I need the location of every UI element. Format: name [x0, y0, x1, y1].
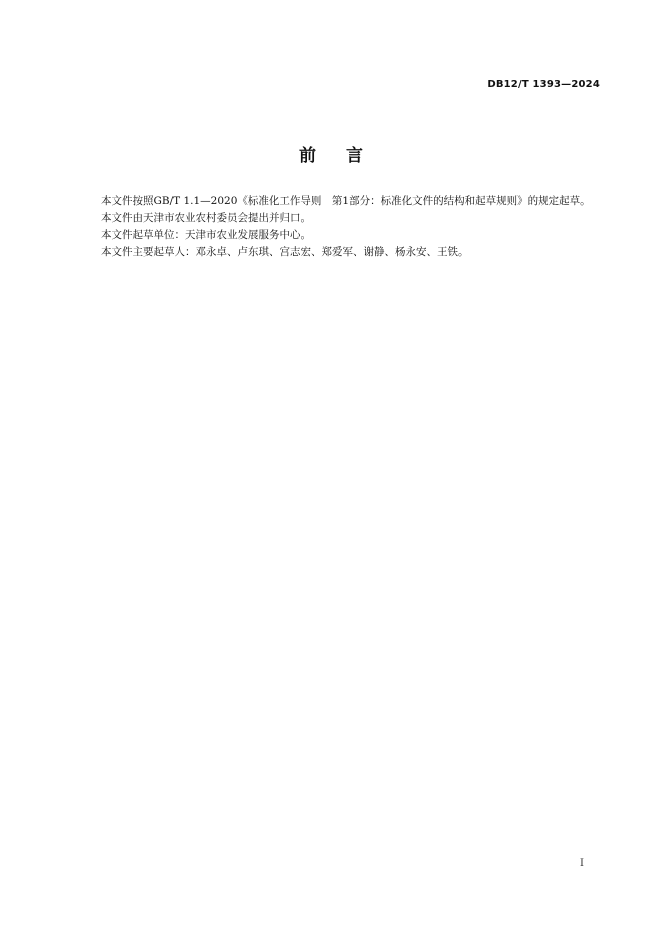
- title-char-2: 言: [346, 146, 363, 166]
- document-code: DB12/T 1393—2024: [487, 79, 600, 90]
- page-title: [0, 141, 662, 166]
- paragraph-drafters: 本文件主要起草人：邓永卓、卢东琪、宫志宏、郑爱军、谢静、杨永安、王铁。: [101, 246, 469, 258]
- paragraph-drafting-basis: 本文件按照GB/T 1.1—2020《标准化工作导则 第1部分：标准化文件的结构和起草规则》的规定起草。: [101, 195, 591, 207]
- foreword-body: [80, 193, 602, 261]
- paragraph-proposer: 本文件由天津市农业农村委员会提出并归口。: [101, 212, 311, 224]
- paragraph-drafting-unit: 本文件起草单位：天津市农业发展服务中心。: [101, 229, 311, 241]
- title-char-1: 前: [299, 146, 316, 166]
- page-number: I: [580, 858, 584, 869]
